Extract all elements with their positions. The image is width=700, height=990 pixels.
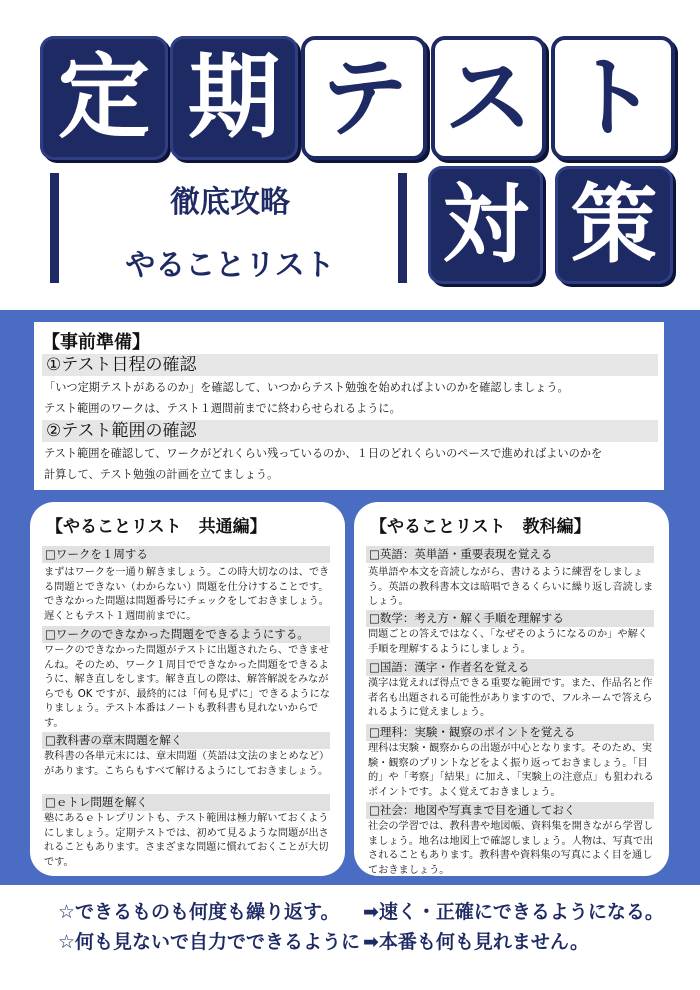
subject-item-5-body: 社会の学習では、教科書や地図帳、資料集を開きながら学習しましょう。地名は地図上で確認しましょう。人物は、写真で出されることもあります。教科書や資料集の写真によく目を通しておきましょう。	[368, 821, 654, 876]
prep-title: 【事前準備】	[42, 332, 150, 353]
step1-heading: ①テスト日程の確認	[42, 354, 658, 376]
title-tile-5: ト	[551, 36, 675, 160]
step2-text-1: テスト範囲を確認して、ワークがどれくらい残っているのか、１日のどれくらいのペースで進めればよいのかを	[44, 447, 603, 460]
subject-item-2-body: 問題ごとの答えではなく、「なぜそのようになるのか」や解く手順を理解するようにしましょう。	[368, 629, 648, 655]
step2-text-2: 計算して、テスト勉強の計画を立てましょう。	[44, 468, 279, 481]
step1-text-1: 「いつ定期テストがあるのか」を確認して、いつからテスト勉強を始めればよいのかを確認しましょう。	[44, 381, 569, 394]
title-tile-1: 定	[40, 36, 168, 160]
common-item-4-body: 塾にあるｅトレプリントも、テスト範囲は極力解いておくようにしましょう。定期テストでは、初めて見るような問題が出されることもあります。さまざまな問題に慣れておくことが大切です。	[44, 813, 329, 868]
footer-result-1: ➡速く・正確にできるようになる。	[363, 901, 664, 923]
subject-item-4-head: □理科：実験・観察のポイントを覚える	[366, 724, 654, 741]
common-item-3-head: □教科書の章末問題を解く	[42, 732, 330, 749]
step1-text-2: テスト範囲のワークは、テスト１週間前までに終わらせられるように。	[44, 402, 401, 415]
title-tile-3: テ	[301, 36, 427, 160]
common-item-4-head: □ｅトレ問題を解く	[42, 794, 330, 811]
footer-result-2: ➡本番も何も見れません。	[363, 931, 590, 953]
subject-item-1-body: 英単語や本文を音読しながら、書けるように練習をしましょう。英語の教科書本文は暗唱できるくらいに繰り返し音読しましょう。	[368, 567, 654, 607]
footer-tip-1: ☆できるものも何度も繰り返す。	[58, 901, 340, 923]
prep-box	[34, 322, 664, 490]
title-tile-6: 対	[428, 166, 543, 284]
subject-item-4-body: 理科は実験・観察からの出題が中心となります。そのため、実験・観察のプリントなどをよく振り返っておきましょう。「目的」や「考察」「結果」に加え、「実験上の注意点」も狙われるポイントです。よく覚えておきましょう。	[368, 743, 654, 798]
subject-list-title: 【やることリスト 教科編】	[370, 517, 591, 537]
subject-item-3-body: 漢字は覚えれば得点できる重要な範囲です。また、作品名と作者名も出題される可能性がありますので、フルネームで答えられるように覚えましょう。	[368, 678, 653, 718]
common-item-1-head: □ワークを１周する	[42, 546, 330, 563]
common-item-2-body: ワークのできなかった問題がテストに出題されたら、できませんね。そのため、ワーク１周目でできなかった問題をできるように、解き直しをします。解き直しの際は、解答解説をみながらでも OK ですが、最終的には「何も見ずに」できるようになりましょう。テスト本番はノートも教科書も見れないからです。	[44, 645, 330, 729]
footer-tip-2: ☆何も見ないで自力でできるように	[58, 931, 361, 953]
title-tile-2: 期	[170, 36, 298, 160]
subject-list-card	[354, 502, 669, 876]
common-list-card	[30, 502, 345, 876]
subject-item-1-head: □英語：英単語・重要表現を覚える	[366, 546, 654, 563]
subject-item-3-head: □国語：漢字・作者名を覚える	[366, 659, 654, 676]
step2-heading: ②テスト範囲の確認	[42, 420, 658, 442]
title-tile-7: 策	[555, 166, 673, 284]
common-item-3-body: 教科書の各単元末には、章末問題（英語は文法のまとめなど）があります。こちらもすべて解けるようにしておきましょう。	[44, 751, 330, 777]
subject-item-5-head: □社会：地図や写真まで目を通しておく	[366, 802, 654, 819]
common-item-2-head: □ワークのできなかった問題をできるようにする。	[42, 626, 330, 643]
subtitle-line-2: やることリスト	[125, 248, 335, 283]
left-divider-bar	[50, 173, 59, 283]
subject-item-2-head: □数学：考え方・解く手順を理解する	[366, 610, 654, 627]
title-tile-4: ス	[431, 36, 546, 160]
right-divider-bar	[398, 173, 407, 283]
common-list-title: 【やることリスト 共通編】	[46, 517, 267, 537]
subtitle-line-1: 徹底攻略	[170, 185, 290, 220]
common-item-1-body: まずはワークを一通り解きましょう。この時大切なのは、できる問題とできない（わからない）問題を仕分けすることです。できなかった問題は問題番号にチェックをしておきましょう。遅くともテスト１週間前までに。	[44, 567, 330, 622]
